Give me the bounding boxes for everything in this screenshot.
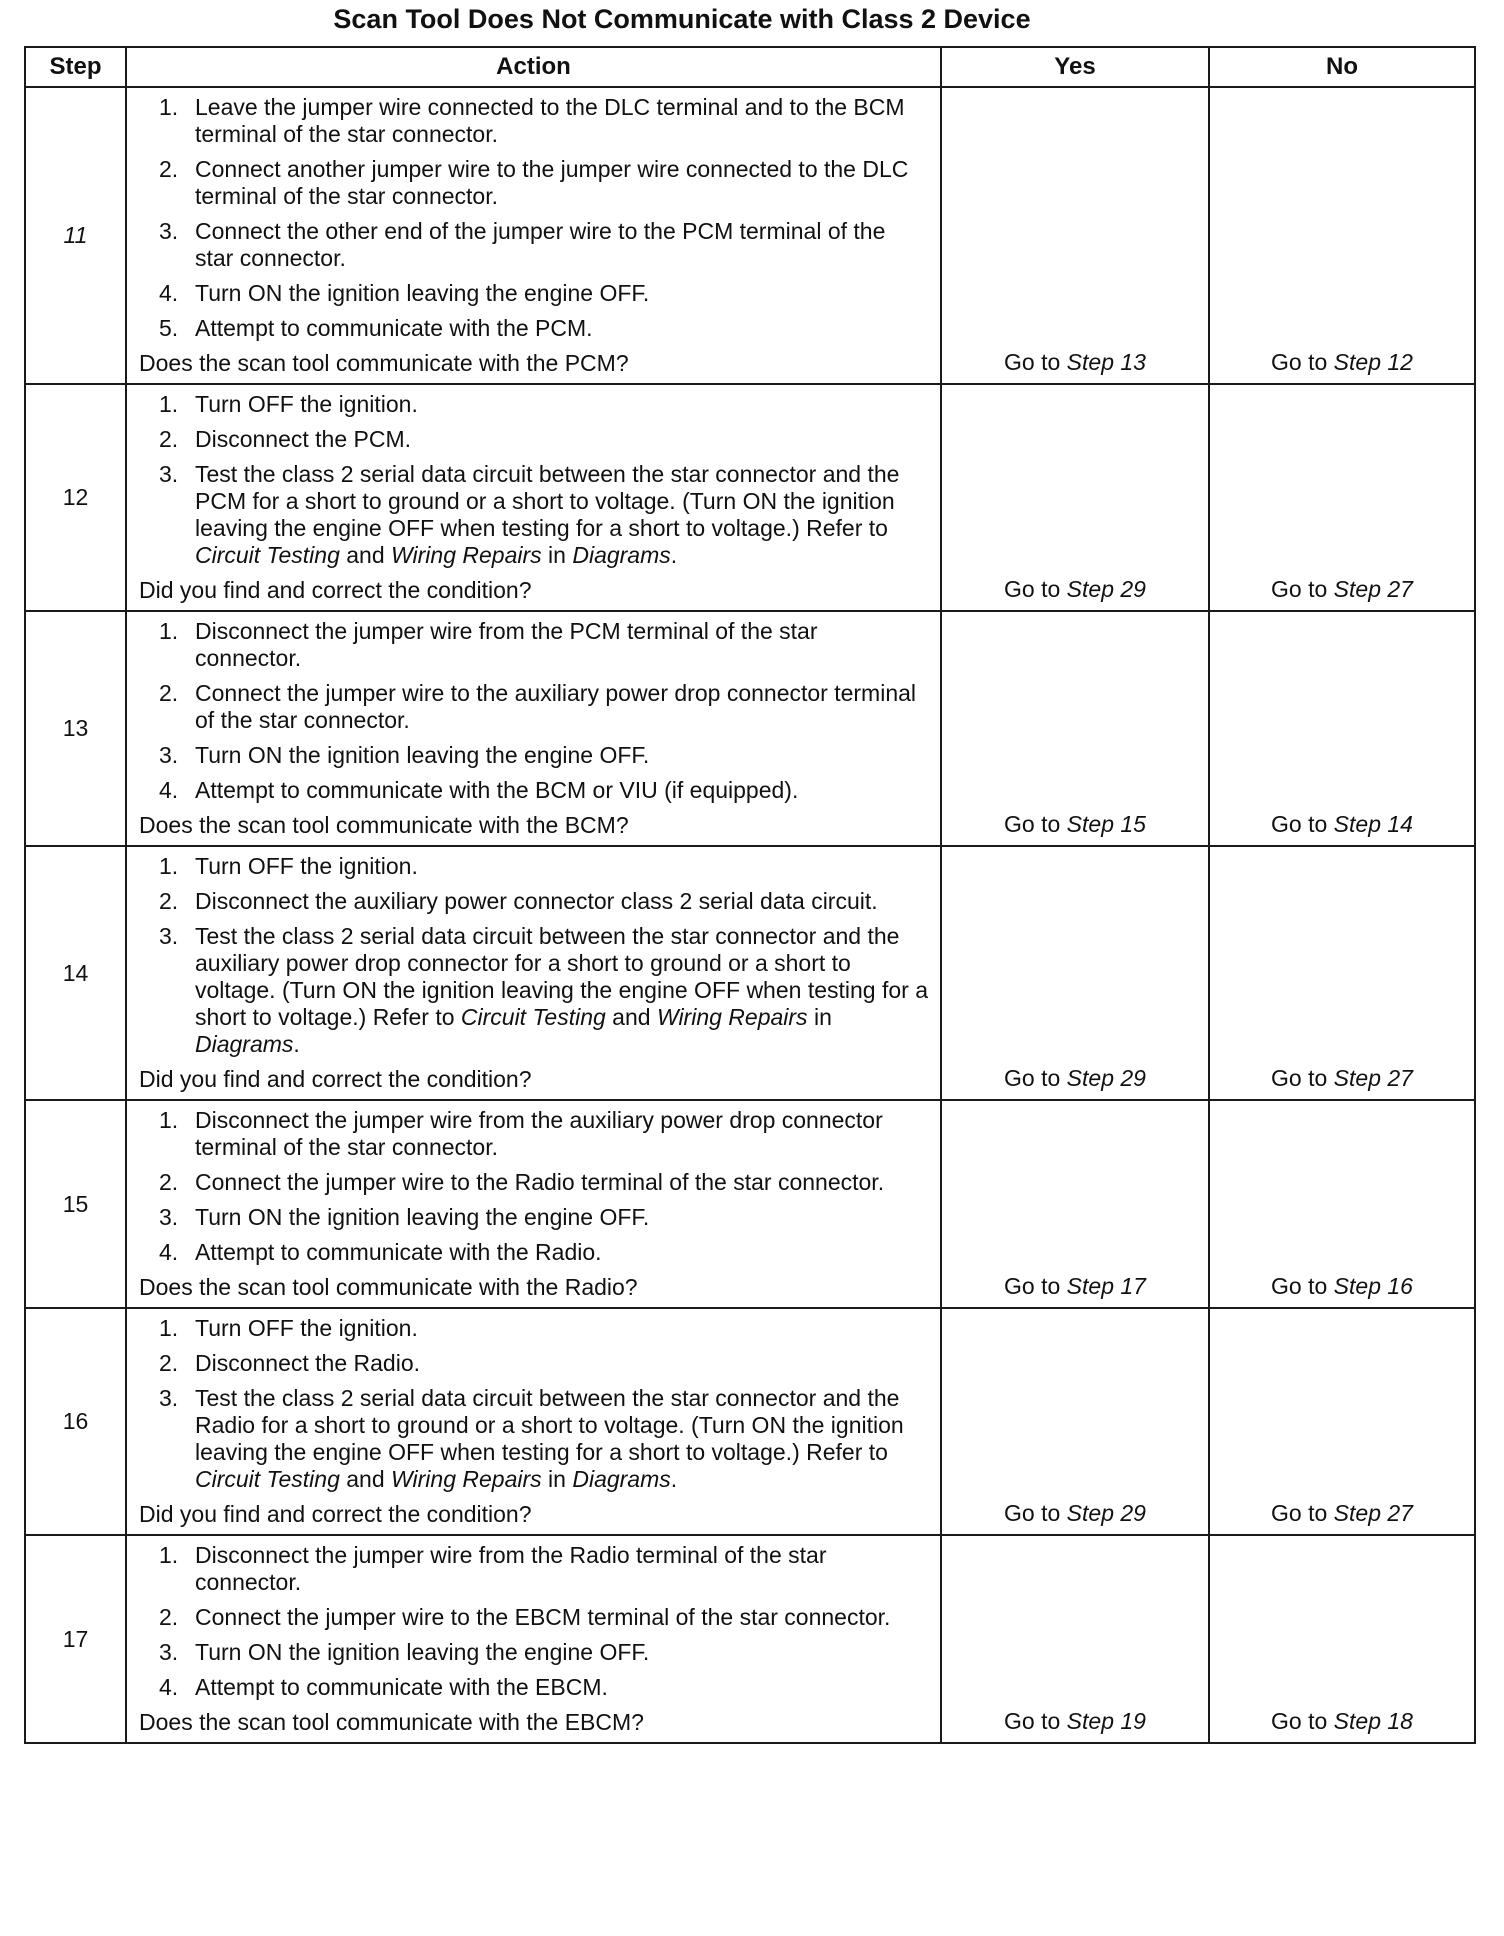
yes-step-reference: Step 17 (1066, 1273, 1146, 1299)
no-result (1209, 1308, 1475, 1535)
question-text: Did you find and correct the condition? (139, 577, 532, 603)
action-list (139, 1315, 930, 1493)
no-result (1209, 611, 1475, 846)
no-step-reference: Step 16 (1333, 1273, 1413, 1299)
question-text: Did you find and correct the condition? (139, 1501, 532, 1527)
question-text: Does the scan tool communicate with the PCM? (139, 350, 629, 376)
action-text: Disconnect the jumper wire from the auxiliary power drop connector terminal of the star connector. (195, 1107, 883, 1160)
action-text: Connect the jumper wire to the EBCM terminal of the star connector. (195, 1604, 891, 1630)
action-item (139, 777, 930, 804)
action-item (139, 1639, 930, 1666)
action-item-number: 1. (159, 1315, 179, 1341)
no-step-reference: Step 12 (1333, 349, 1413, 375)
action-list (139, 1542, 930, 1701)
yes-goto-text: Go to (1004, 1708, 1067, 1734)
action-item (139, 1239, 930, 1266)
action-item-number: 2. (159, 426, 179, 452)
table-row (25, 611, 1475, 846)
table-row (25, 1535, 1475, 1743)
action-text: in (541, 1466, 573, 1492)
action-text: and (339, 542, 392, 568)
action-item-number: 2. (159, 680, 179, 706)
document-reference: Circuit Testing (195, 542, 340, 568)
table-body (25, 87, 1475, 1743)
action-text: Connect another jumper wire to the jumper wire connected to the DLC terminal of the star connector. (195, 156, 909, 209)
action-cell (126, 87, 941, 384)
action-text: Turn OFF the ignition. (195, 391, 418, 417)
question-text: Did you find and correct the condition? (139, 1066, 532, 1092)
no-step-reference: Step 14 (1333, 811, 1413, 837)
action-item-number: 3. (159, 1204, 179, 1230)
action-cell (126, 846, 941, 1100)
action-text: in (541, 542, 573, 568)
step-number: 14 (25, 846, 126, 1100)
action-item-number: 2. (159, 1604, 179, 1630)
yes-goto-text: Go to (1004, 1273, 1067, 1299)
action-text: Attempt to communicate with the Radio. (195, 1239, 602, 1265)
action-item (139, 618, 930, 672)
action-item-number: 2. (159, 1169, 179, 1195)
action-item (139, 1107, 930, 1161)
action-item-number: 3. (159, 1639, 179, 1665)
table-row (25, 384, 1475, 611)
action-text: Connect the jumper wire to the Radio terminal of the star connector. (195, 1169, 885, 1195)
no-result (1209, 87, 1475, 384)
action-item (139, 888, 930, 915)
action-text: Disconnect the jumper wire from the PCM terminal of the star connector. (195, 618, 818, 671)
no-step-reference: Step 27 (1333, 1065, 1413, 1091)
table-row (25, 87, 1475, 384)
action-item (139, 1350, 930, 1377)
action-text: Attempt to communicate with the EBCM. (195, 1674, 608, 1700)
action-text: Turn OFF the ignition. (195, 853, 418, 879)
document-reference: Diagrams (195, 1031, 294, 1057)
no-result (1209, 1535, 1475, 1743)
action-item (139, 1542, 930, 1596)
action-item-number: 5. (159, 315, 179, 341)
yes-result (941, 1308, 1209, 1535)
action-item (139, 742, 930, 769)
action-text: Turn OFF the ignition. (195, 1315, 418, 1341)
document-reference: Circuit Testing (195, 1466, 340, 1492)
action-item-number: 1. (159, 853, 179, 879)
action-item (139, 1604, 930, 1631)
document-reference: Diagrams (572, 542, 671, 568)
no-step-reference: Step 27 (1333, 576, 1413, 602)
step-number: 11 (25, 87, 126, 384)
page-title: Scan Tool Does Not Communicate with Class 2 Device (333, 4, 1031, 34)
action-item-number: 4. (159, 777, 179, 803)
action-item (139, 1204, 930, 1231)
document-reference: Wiring Repairs (656, 1004, 808, 1030)
no-result (1209, 1100, 1475, 1308)
yes-step-reference: Step 29 (1066, 1065, 1146, 1091)
yes-goto-text: Go to (1004, 576, 1067, 602)
action-item-number: 2. (159, 1350, 179, 1376)
no-goto-text: Go to (1271, 1273, 1334, 1299)
action-item-number: 4. (159, 280, 179, 306)
yes-step-reference: Step 29 (1066, 1500, 1146, 1526)
action-item-number: 3. (159, 923, 179, 949)
action-text: Attempt to communicate with the PCM. (195, 315, 593, 341)
action-text: Turn ON the ignition leaving the engine OFF. (195, 280, 650, 306)
action-text: Test the class 2 serial data circuit between the star connector and the auxiliary power drop connector for a short to ground or a short to voltage. (Turn ON the ignition leaving the engine OFF when testing for a short to voltage.) Refer to (195, 923, 928, 1030)
no-goto-text: Go to (1271, 349, 1334, 375)
action-item-number: 3. (159, 742, 179, 768)
document-reference: Diagrams (572, 1466, 671, 1492)
action-cell (126, 1535, 941, 1743)
action-list (139, 391, 930, 569)
yes-goto-text: Go to (1004, 811, 1067, 837)
action-item (139, 218, 930, 272)
no-result (1209, 384, 1475, 611)
no-column-header: No (1209, 47, 1475, 87)
action-item (139, 315, 930, 342)
action-text: Connect the other end of the jumper wire to the PCM terminal of the star connector. (195, 218, 886, 271)
document-reference: Wiring Repairs (391, 1466, 542, 1492)
action-list (139, 618, 930, 804)
yes-result (941, 1100, 1209, 1308)
step-number: 13 (25, 611, 126, 846)
action-item (139, 1385, 930, 1493)
no-goto-text: Go to (1271, 811, 1334, 837)
action-text: . (670, 1466, 678, 1492)
table-row (25, 1308, 1475, 1535)
action-text: Connect the jumper wire to the auxiliary power drop connector terminal of the star connector. (195, 680, 917, 733)
action-text: in (807, 1004, 832, 1030)
action-list (139, 1107, 930, 1266)
no-goto-text: Go to (1271, 1065, 1334, 1091)
action-text: Leave the jumper wire connected to the DLC terminal and to the BCM terminal of the star connector. (195, 94, 905, 147)
action-text: Disconnect the Radio. (195, 1350, 421, 1376)
action-text: Disconnect the auxiliary power connector class 2 serial data circuit. (195, 888, 878, 914)
action-item-number: 1. (159, 1107, 179, 1133)
action-item (139, 280, 930, 307)
action-cell (126, 611, 941, 846)
action-item-number: 4. (159, 1239, 179, 1265)
no-goto-text: Go to (1271, 1500, 1334, 1526)
action-item-number: 1. (159, 94, 179, 120)
action-item (139, 1674, 930, 1701)
question-text: Does the scan tool communicate with the EBCM? (139, 1709, 644, 1735)
step-number: 12 (25, 384, 126, 611)
yes-result (941, 87, 1209, 384)
no-step-reference: Step 27 (1333, 1500, 1413, 1526)
action-list (139, 853, 930, 1058)
yes-step-reference: Step 29 (1066, 576, 1146, 602)
action-item-number: 2. (159, 888, 179, 914)
action-item-number: 1. (159, 1542, 179, 1568)
header-row (25, 47, 1475, 87)
action-text: Attempt to communicate with the BCM or VIU (if equipped). (195, 777, 799, 803)
action-text: . (670, 542, 678, 568)
yes-result (941, 611, 1209, 846)
action-cell (126, 384, 941, 611)
yes-goto-text: Go to (1004, 1065, 1067, 1091)
action-column-header: Action (126, 47, 941, 87)
action-text: Test the class 2 serial data circuit between the star connector and the Radio for a short to ground or a short to voltage. (Turn ON the ignition leaving the engine OFF when testing for a short to voltage.) Refer to (195, 1385, 904, 1465)
question-text: Does the scan tool communicate with the Radio? (139, 1274, 638, 1300)
action-text: and (339, 1466, 392, 1492)
action-cell (126, 1100, 941, 1308)
yes-step-reference: Step 19 (1066, 1708, 1146, 1734)
action-text: Disconnect the PCM. (195, 426, 412, 452)
step-number: 16 (25, 1308, 126, 1535)
table-row (25, 846, 1475, 1100)
action-item (139, 426, 930, 453)
action-item (139, 853, 930, 880)
action-item-number: 3. (159, 1385, 179, 1411)
action-text: Turn ON the ignition leaving the engine OFF. (195, 1204, 650, 1230)
step-number: 17 (25, 1535, 126, 1743)
action-text: Turn ON the ignition leaving the engine OFF. (195, 1639, 650, 1665)
document-reference: Wiring Repairs (391, 542, 542, 568)
action-item-number: 1. (159, 618, 179, 644)
action-item (139, 1315, 930, 1342)
yes-step-reference: Step 13 (1066, 349, 1146, 375)
action-item-number: 2. (159, 156, 179, 182)
action-text: Disconnect the jumper wire from the Radio terminal of the star connector. (195, 1542, 827, 1595)
yes-result (941, 846, 1209, 1100)
document-reference: Circuit Testing (460, 1004, 606, 1030)
action-list (139, 94, 930, 342)
yes-step-reference: Step 15 (1066, 811, 1146, 837)
action-cell (126, 1308, 941, 1535)
action-item-number: 3. (159, 461, 179, 487)
no-goto-text: Go to (1271, 1708, 1334, 1734)
no-step-reference: Step 18 (1333, 1708, 1413, 1734)
action-text: and (605, 1004, 657, 1030)
action-item-number: 1. (159, 391, 179, 417)
yes-column-header: Yes (941, 47, 1209, 87)
yes-goto-text: Go to (1004, 349, 1067, 375)
action-item (139, 923, 930, 1058)
action-item (139, 391, 930, 418)
table-row (25, 1100, 1475, 1308)
action-item-number: 4. (159, 1674, 179, 1700)
action-text: Turn ON the ignition leaving the engine OFF. (195, 742, 650, 768)
action-item (139, 94, 930, 148)
no-goto-text: Go to (1271, 576, 1334, 602)
action-item (139, 156, 930, 210)
step-column-header: Step (25, 47, 126, 87)
step-number: 15 (25, 1100, 126, 1308)
yes-result (941, 384, 1209, 611)
action-item-number: 3. (159, 218, 179, 244)
question-text: Does the scan tool communicate with the BCM? (139, 812, 629, 838)
yes-result (941, 1535, 1209, 1743)
action-text: . (293, 1031, 300, 1057)
yes-goto-text: Go to (1004, 1500, 1067, 1526)
no-result (1209, 846, 1475, 1100)
action-item (139, 680, 930, 734)
action-item (139, 461, 930, 569)
action-item (139, 1169, 930, 1196)
diagnostic-table (24, 46, 1476, 1744)
action-text: Test the class 2 serial data circuit between the star connector and the PCM for a short to ground or a short to voltage. (Turn ON the ignition leaving the engine OFF when testing for a short to voltage.) Refer to (195, 461, 900, 541)
